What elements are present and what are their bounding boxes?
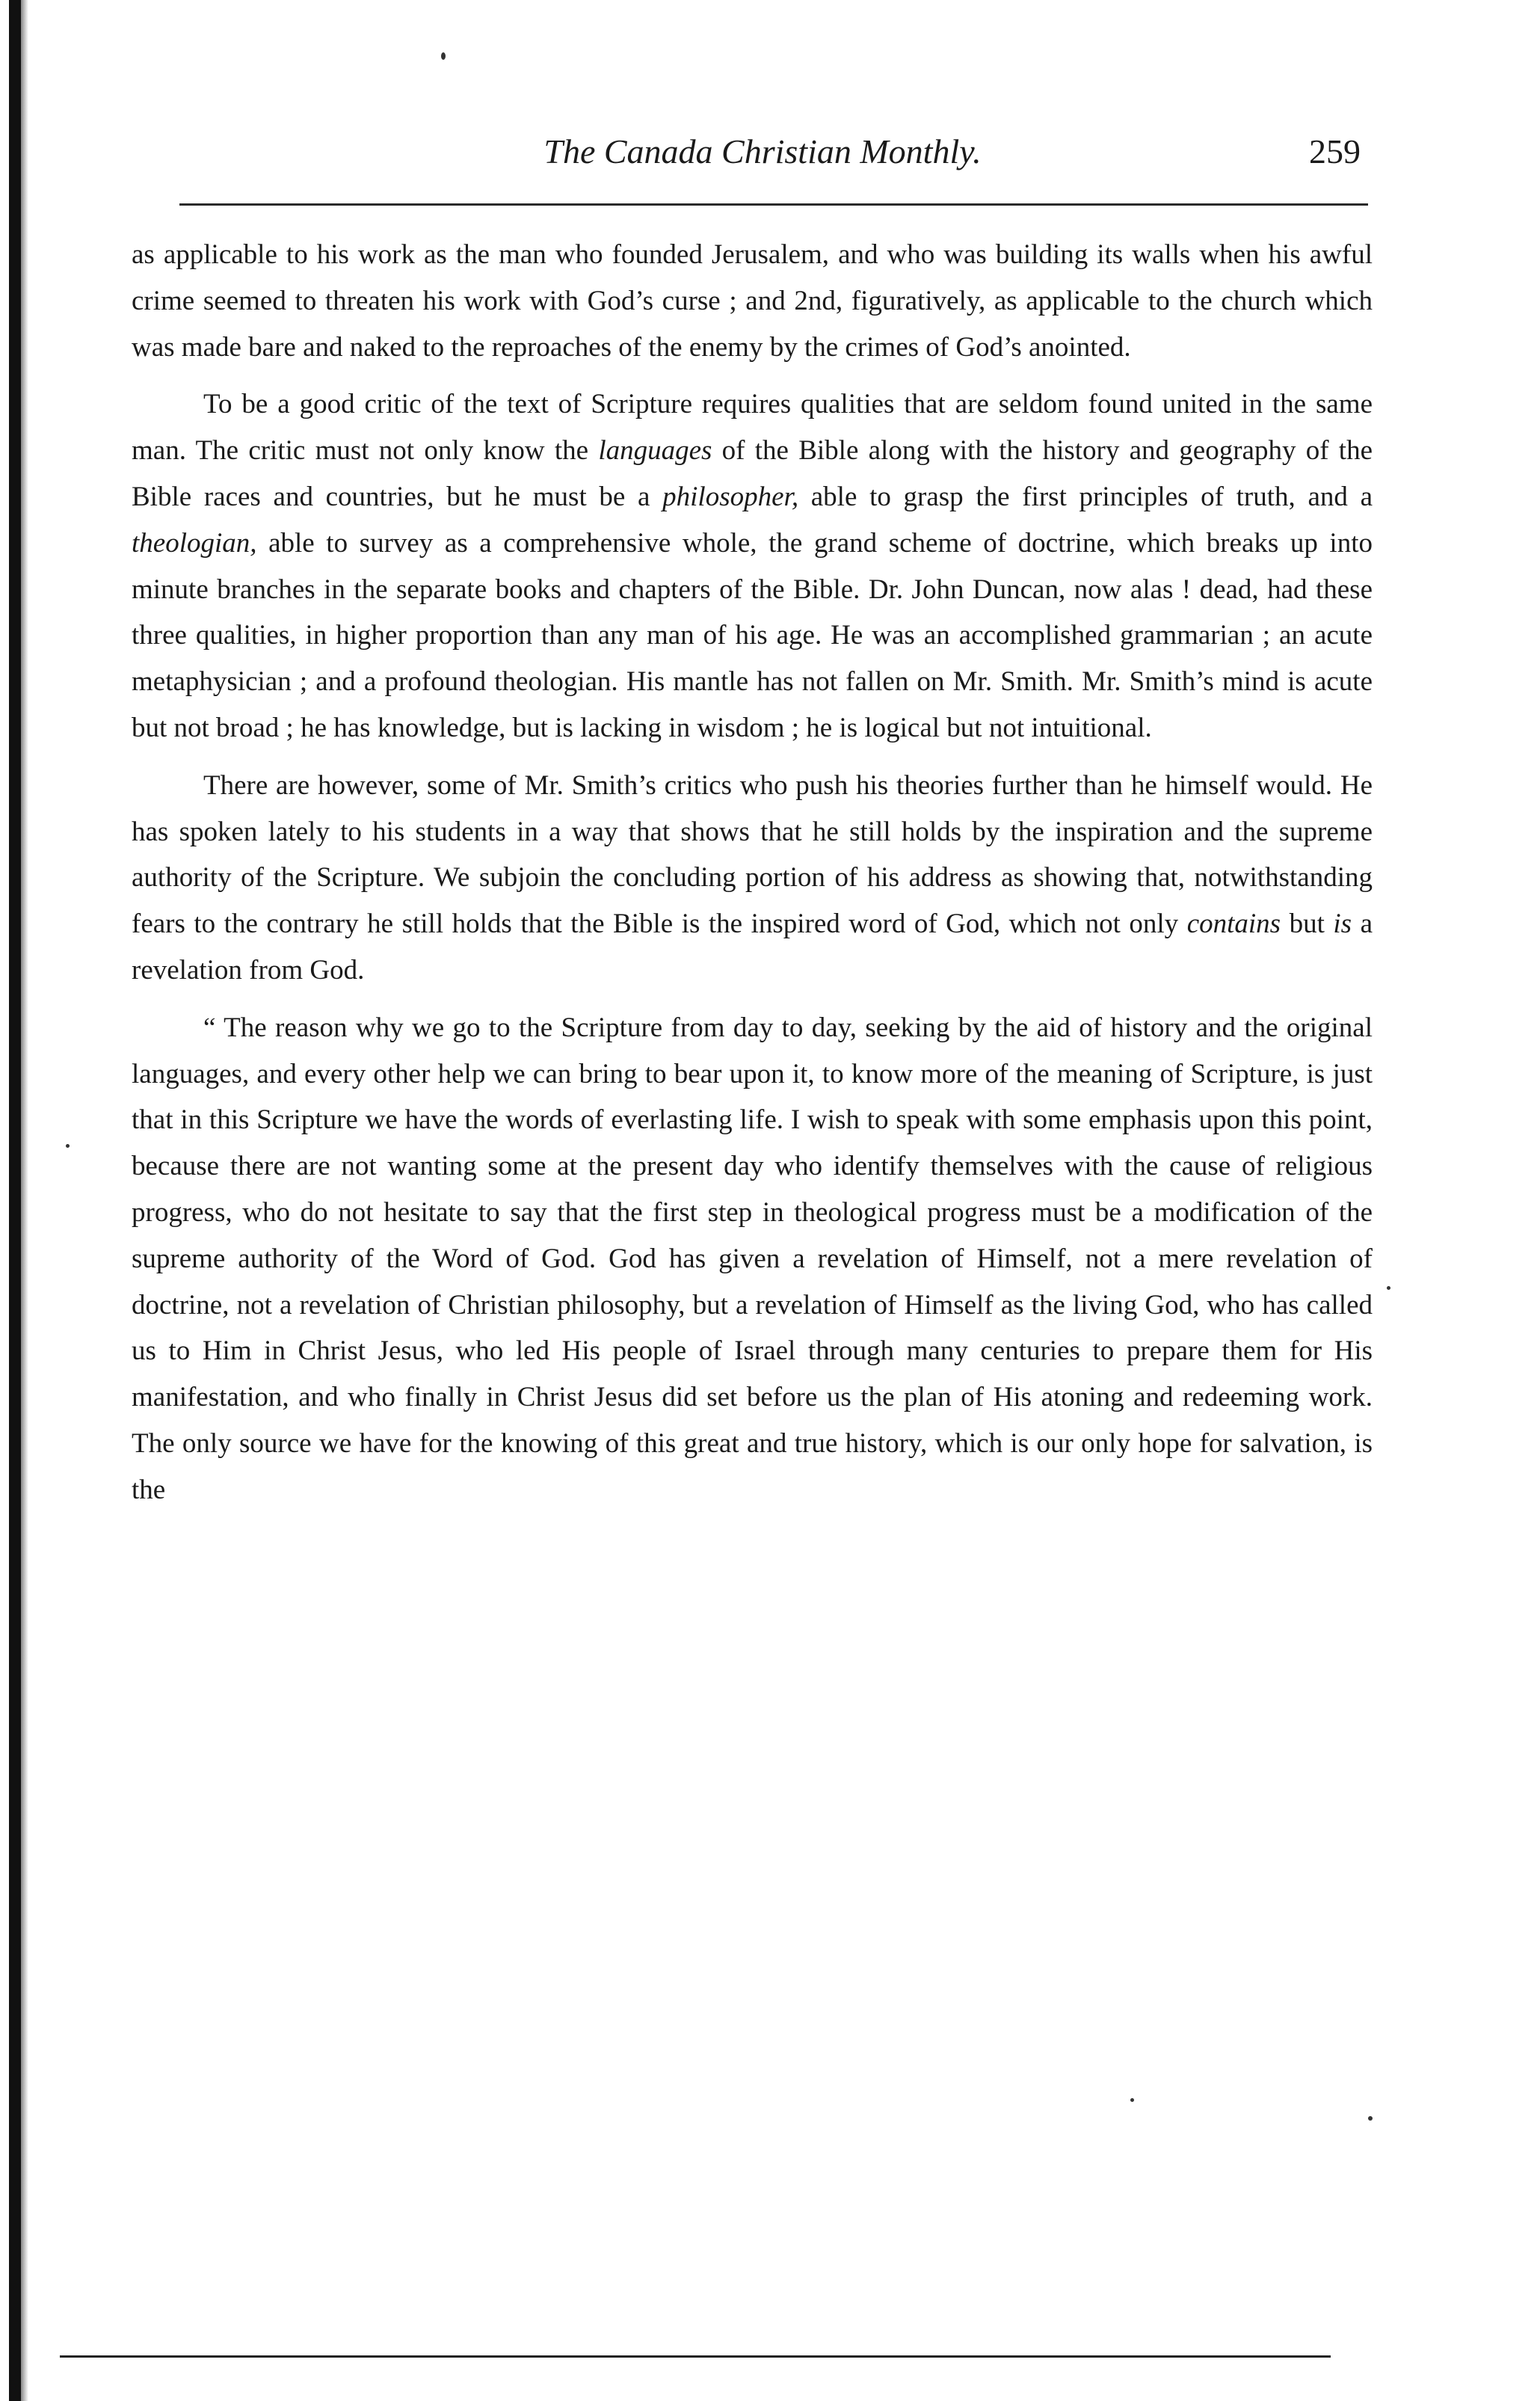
- paragraph-4-quotation: “ The reason why we go to the Scripture from day to day, seeking by the aid of history and the original languages, and every other help we can bring to bear upon it, to know more of the meaning of Scripture, is just that in this Scripture we have the words of everlasting life. I wish to speak with some emphasis upon this point, because there are not wanting some at the present day who identify themselves with the cause of religious progress, who do not hesitate to say that the first step in theological progress must be a modification of the supreme authority of the Word of God. God has given a revelation of Himself, not a mere revelation of doctrine, not a revelation of Christian philosophy, but a revelation of Himself as the living God, who has called us to Him in Christ Jesus, who led His people of Israel through many centuries to prepare them for His manifestation, and who finally in Christ Jesus did set before us the plan of His atoning and redeeming work. The only source we have for the knowing of this great and true history, which is our only hope for salvation, is the: [132, 1012, 1373, 1505]
- scan-speck: [66, 1144, 70, 1148]
- paragraph-3-text-b: but: [1281, 909, 1334, 940]
- emphasis-languages: languages: [598, 435, 712, 467]
- article-body: [132, 232, 1373, 1525]
- binding-shadow: [21, 0, 28, 2401]
- paragraph-2-text-d: able to survey as a comprehensive whole, the grand scheme of doctrine, which breaks up into minute branches in the separate books and chapters of the Bible. Dr. John Duncan, now alas ! dead, had these three qualities, in higher proportion than any man of his age. He was an accomplished grammarian ; an acute metaphysician ; and a profound theologian. His mantle has not fallen on Mr. Smith. Mr. Smith’s mind is acute but not broad ; he has knowledge, but is lacking in wisdom ; he is logical but not intuitional.: [132, 527, 1373, 743]
- emphasis-contains: contains: [1186, 909, 1281, 940]
- scan-speck: [1130, 2098, 1134, 2102]
- scan-speck: [441, 52, 446, 60]
- emphasis-philosopher: philosopher,: [662, 481, 799, 512]
- paragraph-2-text-c: able to grasp the first principles of truth, and a: [798, 481, 1373, 512]
- paragraph-3-text-a: There are however, some of Mr. Smith’s critics who push his theories further than he himself would. He has spoken lately to his students in a way that shows that he still holds by the inspiration and the supreme authority of the Scripture. We subjoin the concluding portion of his address as showing that, notwithstanding fears to the contrary he still holds that the Bible is the inspired word of God, which not only: [132, 769, 1373, 940]
- scan-speck: [1368, 2116, 1373, 2121]
- emphasis-theologian: theologian,: [132, 527, 257, 559]
- scan-speck: [1387, 1286, 1390, 1290]
- paragraph-1: as applicable to his work as the man who founded Jerusalem, and who was building its walls when his awful crime seemed to threaten his work with God’s curse ; and 2nd, figuratively, as applicable to the church which was made bare and naked to the reproaches of the enemy by the crimes of God’s anointed.: [132, 239, 1373, 363]
- page-header: [120, 132, 1361, 176]
- running-title: The Canada Christian Monthly.: [543, 132, 982, 170]
- header-rule: [179, 203, 1368, 206]
- paragraph-2-text-b: of the Bible along with the history and geography of the Bible races and countries, but he must be a: [132, 435, 1373, 512]
- binding-edge: [9, 0, 21, 2401]
- paragraph-2: [132, 381, 1373, 751]
- paragraph-3-text-c: a revelation from God.: [132, 909, 1373, 986]
- page-number: 259: [1309, 132, 1361, 170]
- paragraph-2-text-a: To be a good critic of the text of Scripture requires qualities that are seldom found united in the same man. The critic must not only know the: [132, 389, 1373, 467]
- paragraph-3: [132, 763, 1373, 994]
- emphasis-is: is: [1333, 909, 1352, 940]
- bottom-edge-line: [60, 2355, 1331, 2358]
